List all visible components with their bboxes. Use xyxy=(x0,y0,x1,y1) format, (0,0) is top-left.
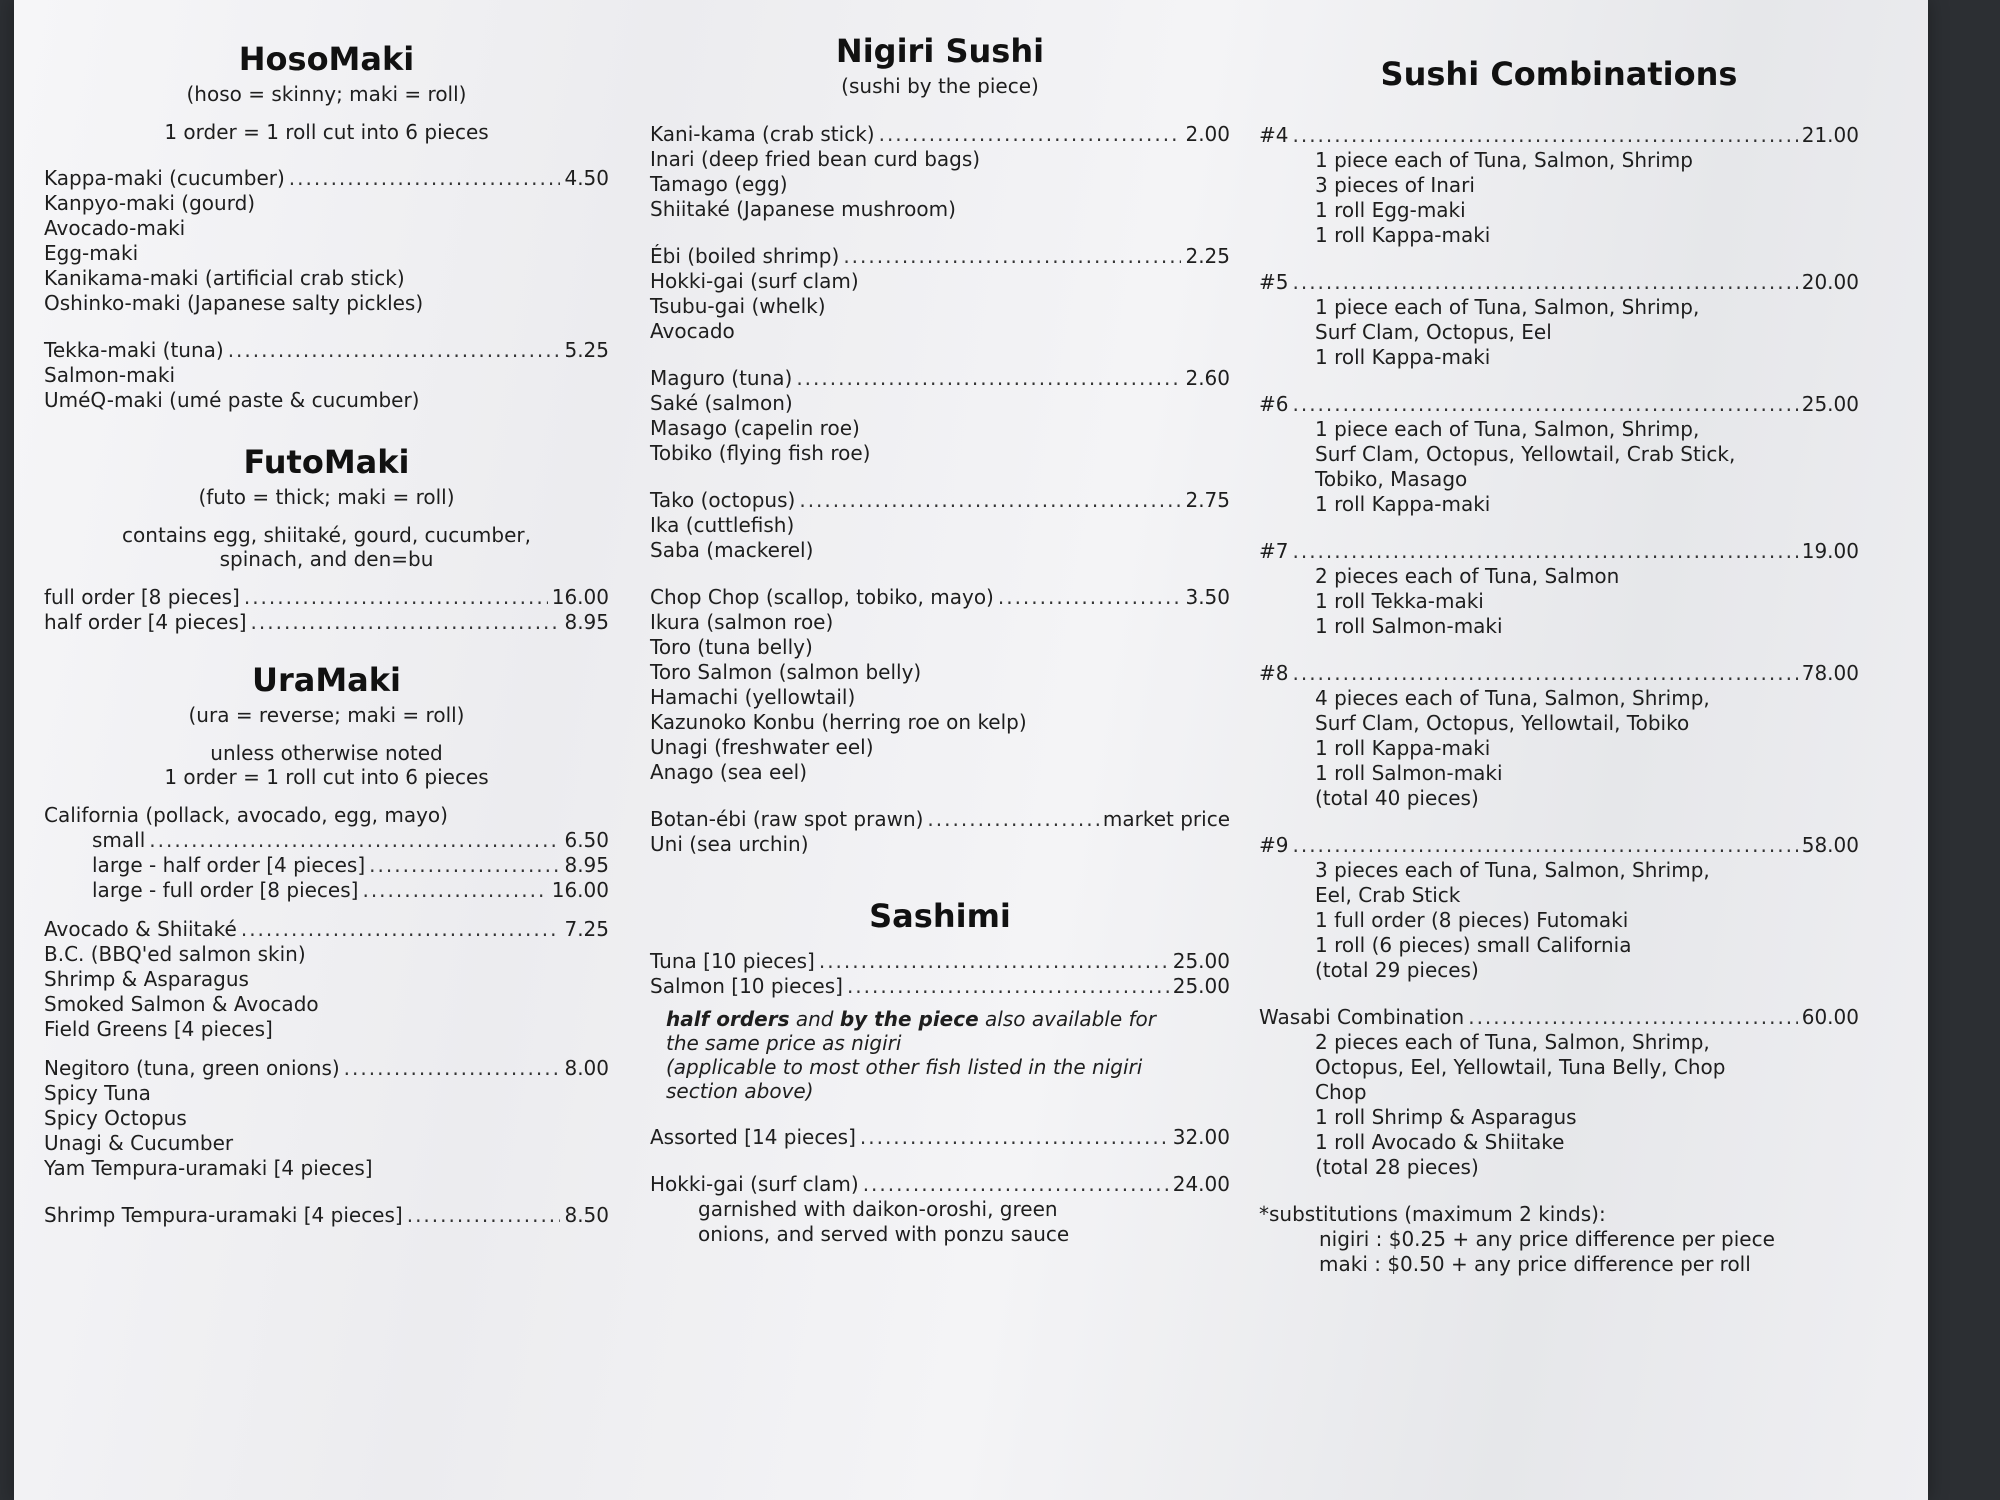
combinations-column xyxy=(1259,0,1859,1277)
combo-line: 1 roll Avocado & Shiitake xyxy=(1315,1130,1565,1154)
menu-item: Assorted [14 pieces] ..... 32.00 xyxy=(650,1125,1230,1150)
sashimi-note: section above) xyxy=(666,1079,814,1103)
menu-item: Tobiko (flying fish roe) xyxy=(650,441,871,465)
hosomaki-heading: HosoMaki xyxy=(238,40,415,78)
combo-line: 1 piece each of Tuna, Salmon, Shrimp, xyxy=(1315,295,1700,319)
menu-item: Hokki-gai (surf clam) ..... 24.00 xyxy=(650,1172,1230,1197)
substitutions-nigiri: nigiri : $0.25 + any price difference per piece xyxy=(1319,1227,1775,1251)
hosomaki-subtitle: (hoso = skinny; maki = roll) xyxy=(186,82,467,106)
menu-item: Kazunoko Konbu (herring roe on kelp) xyxy=(650,710,1027,734)
menu-item: Masago (capelin roe) xyxy=(650,416,860,440)
menu-item: Shrimp Tempura-uramaki [4 pieces] ..... 8.50 xyxy=(44,1203,609,1228)
menu-item: Inari (deep fried bean curd bags) xyxy=(650,147,981,171)
menu-item: B.C. (BBQ'ed salmon skin) xyxy=(44,942,306,966)
combo-line: Octopus, Eel, Yellowtail, Tuna Belly, Chop xyxy=(1315,1055,1726,1079)
menu-item: Avocado xyxy=(650,319,735,343)
combo-line: 1 roll Kappa-maki xyxy=(1315,736,1491,760)
menu-item: large - full order [8 pieces] ..... 16.00 xyxy=(44,878,609,903)
menu-item: Yam Tempura-uramaki [4 pieces] xyxy=(44,1156,373,1180)
menu-item: half order [4 pieces] ..... 8.95 xyxy=(44,610,609,635)
menu-item: Egg-maki xyxy=(44,241,139,265)
menu-sheet xyxy=(14,0,1928,1500)
substitutions-title: *substitutions (maximum 2 kinds): xyxy=(1259,1202,1606,1226)
menu-item: Maguro (tuna) ..... 2.60 xyxy=(650,366,1230,391)
menu-item: Saké (salmon) xyxy=(650,391,793,415)
menu-item: Tako (octopus) ..... 2.75 xyxy=(650,488,1230,513)
menu-item: Uni (sea urchin) xyxy=(650,832,809,856)
combo-row: #8 ..... 78.00 xyxy=(1259,661,1859,686)
sashimi-note: half orders and by the piece also available for xyxy=(666,1007,1156,1031)
menu-item: UméQ-maki (umé paste & cucumber) xyxy=(44,388,420,412)
menu-item: Smoked Salmon & Avocado xyxy=(44,992,319,1016)
menu-item: Anago (sea eel) xyxy=(650,760,808,784)
menu-item: large - half order [4 pieces] ..... 8.95 xyxy=(44,853,609,878)
combinations-heading: Sushi Combinations xyxy=(1380,55,1738,93)
combo-line: Chop xyxy=(1315,1080,1367,1104)
menu-item: California (pollack, avocado, egg, mayo) xyxy=(44,803,448,827)
menu-item: Kappa-maki (cucumber) ..... 4.50 xyxy=(44,166,609,191)
menu-item: Saba (mackerel) xyxy=(650,538,814,562)
combo-row: #6 ..... 25.00 xyxy=(1259,392,1859,417)
menu-item: Ika (cuttlefish) xyxy=(650,513,795,537)
menu-item: full order [8 pieces] ..... 16.00 xyxy=(44,585,609,610)
uramaki-heading: UraMaki xyxy=(251,661,402,699)
menu-item: Toro (tuna belly) xyxy=(650,635,813,659)
combo-line: Surf Clam, Octopus, Yellowtail, Tobiko xyxy=(1315,711,1690,735)
menu-item: Toro Salmon (salmon belly) xyxy=(650,660,922,684)
futomaki-note: spinach, and den=bu xyxy=(219,547,434,571)
uramaki-subtitle: (ura = reverse; maki = roll) xyxy=(188,703,465,727)
menu-item: Ikura (salmon roe) xyxy=(650,610,834,634)
menu-item: small ..... 6.50 xyxy=(44,828,609,853)
combo-line: 1 roll Salmon-maki xyxy=(1315,761,1503,785)
combo-line: 1 piece each of Tuna, Salmon, Shrimp, xyxy=(1315,417,1700,441)
menu-item: Spicy Tuna xyxy=(44,1081,151,1105)
menu-item: Tekka-maki (tuna) ..... 5.25 xyxy=(44,338,609,363)
combo-row: #7 ..... 19.00 xyxy=(1259,539,1859,564)
combo-line: 1 roll Tekka-maki xyxy=(1315,589,1484,613)
menu-item: Shrimp & Asparagus xyxy=(44,967,249,991)
combo-row: #5 ..... 20.00 xyxy=(1259,270,1859,295)
menu-item: Salmon [10 pieces] ..... 25.00 xyxy=(650,974,1230,999)
combo-line: 1 roll Shrimp & Asparagus xyxy=(1315,1105,1577,1129)
menu-item: Kanikama-maki (artificial crab stick) xyxy=(44,266,405,290)
menu-item: Spicy Octopus xyxy=(44,1106,187,1130)
menu-item: Avocado-maki xyxy=(44,216,186,240)
sashimi-note: the same price as nigiri xyxy=(666,1031,902,1055)
combo-line: 1 roll Egg-maki xyxy=(1315,198,1466,222)
menu-item: Hamachi (yellowtail) xyxy=(650,685,856,709)
combo-line: Tobiko, Masago xyxy=(1315,467,1468,491)
menu-item: Field Greens [4 pieces] xyxy=(44,1017,273,1041)
combo-row: #9 ..... 58.00 xyxy=(1259,833,1859,858)
menu-item: Kanpyo-maki (gourd) xyxy=(44,191,256,215)
menu-item: Tuna [10 pieces] ..... 25.00 xyxy=(650,949,1230,974)
sashimi-note: (applicable to most other fish listed in the nigiri xyxy=(666,1055,1143,1079)
combo-line: 1 roll Salmon-maki xyxy=(1315,614,1503,638)
menu-item: Chop Chop (scallop, tobiko, mayo) ..... 3.50 xyxy=(650,585,1230,610)
combo-line: 1 roll Kappa-maki xyxy=(1315,345,1491,369)
combo-row: #4 ..... 21.00 xyxy=(1259,123,1859,148)
futomaki-note: contains egg, shiitaké, gourd, cucumber, xyxy=(122,523,531,547)
menu-item: Hokki-gai (surf clam) xyxy=(650,269,859,293)
menu-item: Unagi (freshwater eel) xyxy=(650,735,874,759)
combo-line: 3 pieces each of Tuna, Salmon, Shrimp, xyxy=(1315,858,1710,882)
item-description: garnished with daikon-oroshi, green xyxy=(698,1197,1058,1221)
uramaki-note: 1 order = 1 roll cut into 6 pieces xyxy=(164,765,489,789)
combo-line: (total 28 pieces) xyxy=(1315,1155,1479,1179)
menu-item: Tsubu-gai (whelk) xyxy=(650,294,826,318)
nigiri-heading: Nigiri Sushi xyxy=(835,32,1045,70)
nigiri-sashimi-column xyxy=(650,0,1230,1247)
sashimi-heading: Sashimi xyxy=(869,897,1011,935)
combo-line: Eel, Crab Stick xyxy=(1315,883,1461,907)
menu-item: Ébi (boiled shrimp) ..... 2.25 xyxy=(650,244,1230,269)
combo-line: 1 roll Kappa-maki xyxy=(1315,223,1491,247)
menu-item: Botan-ébi (raw spot prawn) ..... market price xyxy=(650,807,1230,832)
futomaki-heading: FutoMaki xyxy=(243,443,410,481)
combo-line: Surf Clam, Octopus, Eel xyxy=(1315,320,1552,344)
menu-item: Oshinko-maki (Japanese salty pickles) xyxy=(44,291,424,315)
combo-line: Surf Clam, Octopus, Yellowtail, Crab Stick, xyxy=(1315,442,1736,466)
substitutions-maki: maki : $0.50 + any price difference per roll xyxy=(1319,1252,1751,1276)
menu-item: Tamago (egg) xyxy=(650,172,788,196)
combo-line: 4 pieces each of Tuna, Salmon, Shrimp, xyxy=(1315,686,1710,710)
combo-line: 1 full order (8 pieces) Futomaki xyxy=(1315,908,1629,932)
combo-line: (total 29 pieces) xyxy=(1315,958,1479,982)
menu-item: Shiitaké (Japanese mushroom) xyxy=(650,197,956,221)
nigiri-subtitle: (sushi by the piece) xyxy=(841,74,1039,98)
menu-item: Negitoro (tuna, green onions) ..... 8.00 xyxy=(44,1056,609,1081)
menu-item: Avocado & Shiitaké ..... 7.25 xyxy=(44,917,609,942)
item-description: onions, and served with ponzu sauce xyxy=(698,1222,1070,1246)
combo-line: 1 piece each of Tuna, Salmon, Shrimp xyxy=(1315,148,1693,172)
combo-line: 1 roll (6 pieces) small California xyxy=(1315,933,1632,957)
combo-line: 2 pieces each of Tuna, Salmon, Shrimp, xyxy=(1315,1030,1710,1054)
combo-line: 3 pieces of Inari xyxy=(1315,173,1475,197)
combo-line: 1 roll Kappa-maki xyxy=(1315,492,1491,516)
combo-line: (total 40 pieces) xyxy=(1315,786,1479,810)
maki-column xyxy=(44,0,609,1228)
menu-item: Salmon-maki xyxy=(44,363,175,387)
hosomaki-note: 1 order = 1 roll cut into 6 pieces xyxy=(164,120,489,144)
menu-item: Kani-kama (crab stick) ..... 2.00 xyxy=(650,122,1230,147)
uramaki-note: unless otherwise noted xyxy=(210,741,443,765)
menu-item: Unagi & Cucumber xyxy=(44,1131,234,1155)
combo-row: Wasabi Combination ..... 60.00 xyxy=(1259,1005,1859,1030)
combo-line: 2 pieces each of Tuna, Salmon xyxy=(1315,564,1620,588)
futomaki-subtitle: (futo = thick; maki = roll) xyxy=(198,485,455,509)
